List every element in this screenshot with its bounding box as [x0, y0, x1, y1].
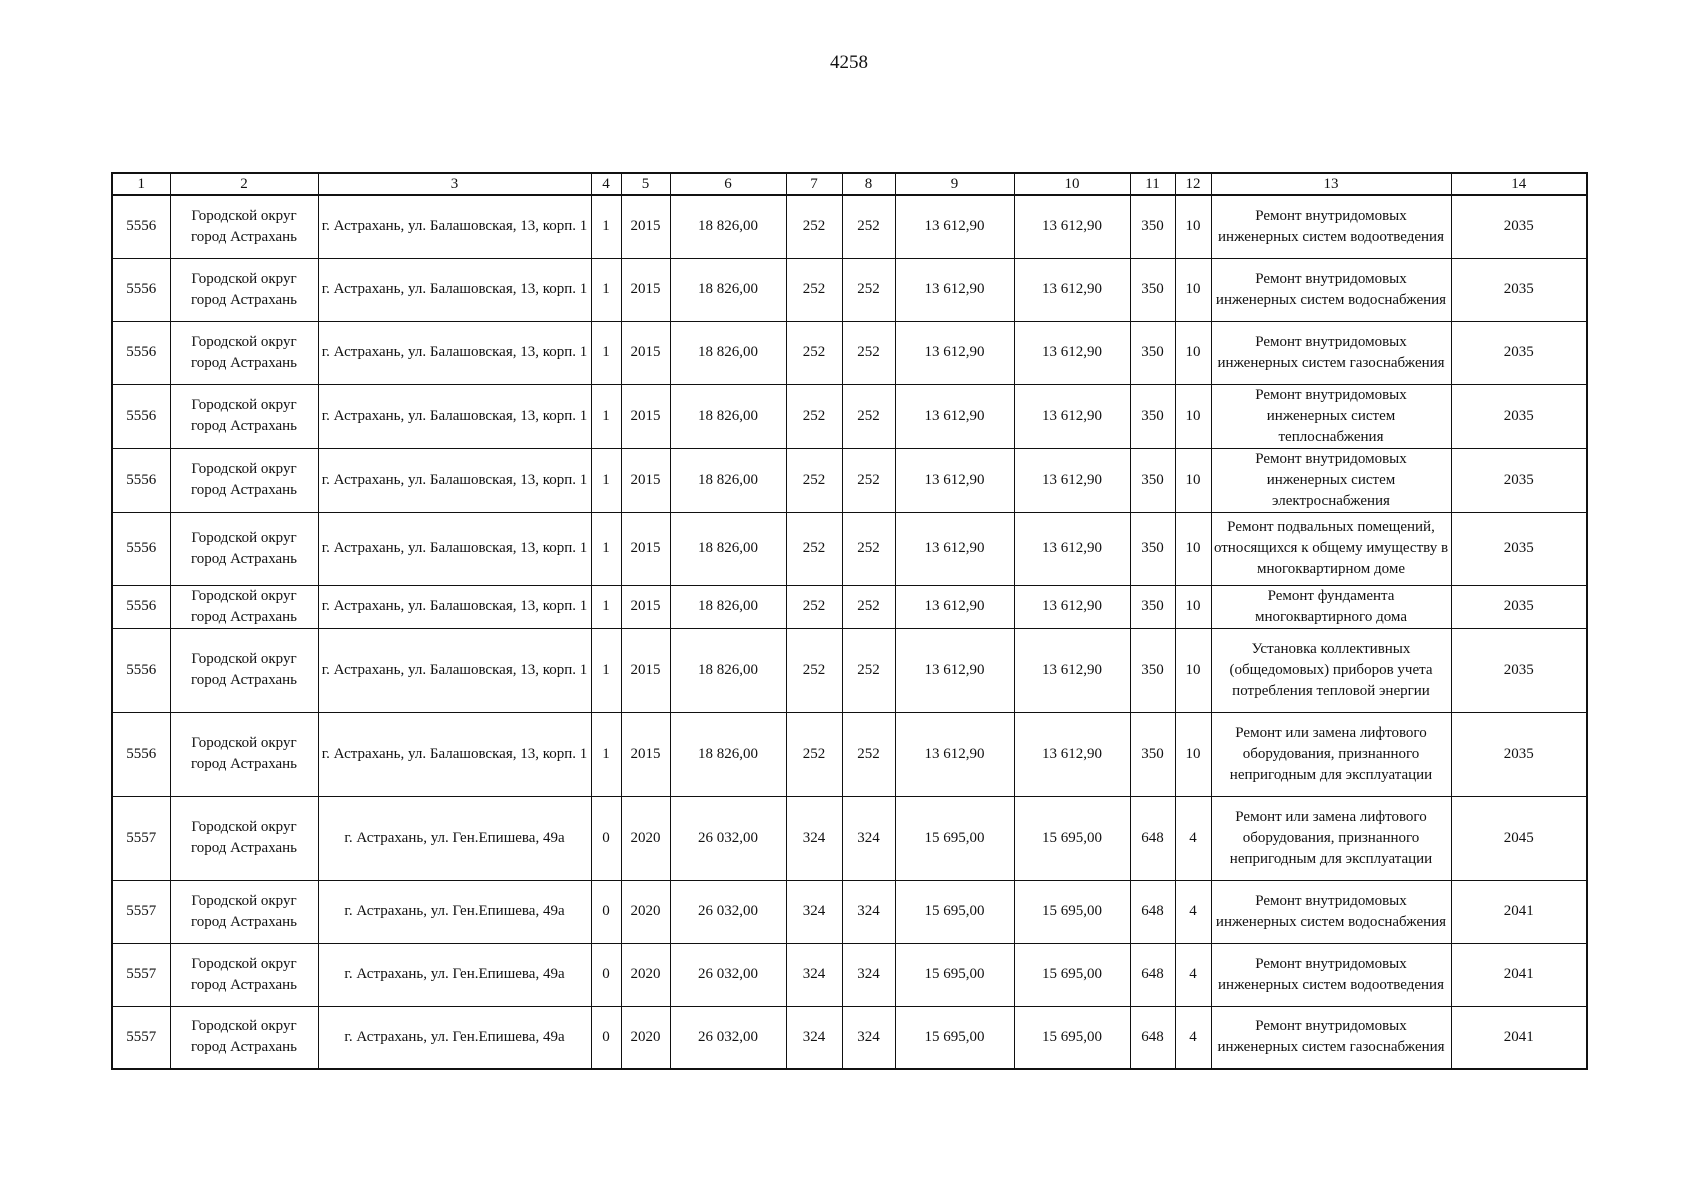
cell-total-area: 26 032,00	[670, 943, 786, 1006]
cell-work-type: Ремонт внутридомовых инженерных систем электроснабжения	[1211, 448, 1451, 512]
column-header-3: 3	[318, 173, 591, 195]
table-row	[112, 880, 1587, 943]
table-row	[112, 712, 1587, 796]
cell-year: 2015	[621, 195, 670, 258]
cell-col-8: 252	[842, 712, 895, 796]
cell-municipality: Городской округ город Астрахань	[170, 384, 318, 448]
cell-address: г. Астрахань, ул. Ген.Епишева, 49а	[318, 1006, 591, 1069]
table-row	[112, 258, 1587, 321]
cell-work-type: Ремонт внутридомовых инженерных систем теплоснабжения	[1211, 384, 1451, 448]
capital-repair-table	[111, 172, 1588, 1070]
cell-municipality: Городской округ город Астрахань	[170, 448, 318, 512]
cell-house-id: 5557	[112, 880, 170, 943]
cell-col-4: 1	[591, 512, 621, 585]
cell-year: 2020	[621, 1006, 670, 1069]
cell-total-area: 18 826,00	[670, 628, 786, 712]
header-row	[112, 173, 1587, 195]
cell-col-11: 648	[1130, 796, 1175, 880]
cell-municipality: Городской округ город Астрахань	[170, 512, 318, 585]
column-header-14: 14	[1451, 173, 1587, 195]
cell-col-11: 350	[1130, 321, 1175, 384]
table-header	[112, 173, 1587, 195]
cell-col-7: 324	[786, 943, 842, 1006]
table-row	[112, 943, 1587, 1006]
cell-house-id: 5556	[112, 628, 170, 712]
column-header-10: 10	[1014, 173, 1130, 195]
cell-col-12: 10	[1175, 448, 1211, 512]
cell-col-8: 324	[842, 1006, 895, 1069]
cell-work-type: Ремонт фундамента многоквартирного дома	[1211, 585, 1451, 628]
cell-year: 2015	[621, 321, 670, 384]
cell-col-4: 1	[591, 585, 621, 628]
cell-col-8: 252	[842, 628, 895, 712]
column-header-4: 4	[591, 173, 621, 195]
cell-col-12: 4	[1175, 880, 1211, 943]
cell-col-10: 13 612,90	[1014, 585, 1130, 628]
cell-total-area: 18 826,00	[670, 585, 786, 628]
cell-col-10: 13 612,90	[1014, 384, 1130, 448]
cell-work-type: Ремонт внутридомовых инженерных систем водоотведения	[1211, 195, 1451, 258]
column-header-7: 7	[786, 173, 842, 195]
cell-year: 2015	[621, 448, 670, 512]
cell-col-10: 13 612,90	[1014, 512, 1130, 585]
cell-col-12: 4	[1175, 796, 1211, 880]
cell-address: г. Астрахань, ул. Ген.Епишева, 49а	[318, 880, 591, 943]
cell-col-11: 350	[1130, 448, 1175, 512]
cell-col-10: 13 612,90	[1014, 448, 1130, 512]
cell-col-8: 252	[842, 258, 895, 321]
cell-col-10: 15 695,00	[1014, 943, 1130, 1006]
cell-municipality: Городской округ город Астрахань	[170, 1006, 318, 1069]
cell-address: г. Астрахань, ул. Балашовская, 13, корп. 1	[318, 585, 591, 628]
cell-work-type: Ремонт внутридомовых инженерных систем водоотведения	[1211, 943, 1451, 1006]
cell-col-7: 324	[786, 1006, 842, 1069]
cell-year: 2020	[621, 796, 670, 880]
cell-col-9: 13 612,90	[895, 585, 1014, 628]
cell-col-9: 13 612,90	[895, 448, 1014, 512]
column-header-2: 2	[170, 173, 318, 195]
cell-col-4: 1	[591, 628, 621, 712]
cell-year: 2015	[621, 585, 670, 628]
cell-col-8: 324	[842, 796, 895, 880]
table-row	[112, 195, 1587, 258]
cell-house-id: 5556	[112, 448, 170, 512]
cell-col-12: 10	[1175, 585, 1211, 628]
cell-total-area: 18 826,00	[670, 384, 786, 448]
cell-col-9: 13 612,90	[895, 195, 1014, 258]
cell-col-11: 350	[1130, 712, 1175, 796]
cell-col-8: 252	[842, 448, 895, 512]
cell-work-type: Ремонт или замена лифтового оборудования, признанного непригодным для эксплуатации	[1211, 796, 1451, 880]
cell-planned-year: 2035	[1451, 585, 1587, 628]
cell-col-7: 252	[786, 384, 842, 448]
cell-col-9: 13 612,90	[895, 712, 1014, 796]
cell-year: 2015	[621, 258, 670, 321]
cell-total-area: 26 032,00	[670, 796, 786, 880]
cell-col-11: 350	[1130, 512, 1175, 585]
cell-col-9: 13 612,90	[895, 628, 1014, 712]
cell-col-8: 324	[842, 943, 895, 1006]
page-number: 4258	[830, 52, 868, 73]
cell-municipality: Городской округ город Астрахань	[170, 880, 318, 943]
cell-col-4: 1	[591, 258, 621, 321]
cell-col-9: 13 612,90	[895, 321, 1014, 384]
table-row	[112, 796, 1587, 880]
cell-col-11: 350	[1130, 258, 1175, 321]
cell-col-12: 10	[1175, 628, 1211, 712]
cell-municipality: Городской округ город Астрахань	[170, 195, 318, 258]
cell-col-9: 13 612,90	[895, 384, 1014, 448]
cell-col-11: 350	[1130, 628, 1175, 712]
cell-year: 2015	[621, 712, 670, 796]
cell-municipality: Городской округ город Астрахань	[170, 943, 318, 1006]
column-header-8: 8	[842, 173, 895, 195]
cell-planned-year: 2041	[1451, 880, 1587, 943]
cell-planned-year: 2035	[1451, 321, 1587, 384]
cell-col-8: 252	[842, 512, 895, 585]
cell-address: г. Астрахань, ул. Ген.Епишева, 49а	[318, 943, 591, 1006]
cell-col-7: 252	[786, 585, 842, 628]
cell-work-type: Ремонт подвальных помещений, относящихся к общему имуществу в многоквартирном доме	[1211, 512, 1451, 585]
cell-total-area: 18 826,00	[670, 512, 786, 585]
cell-col-4: 1	[591, 712, 621, 796]
cell-house-id: 5556	[112, 195, 170, 258]
cell-col-12: 10	[1175, 512, 1211, 585]
cell-address: г. Астрахань, ул. Ген.Епишева, 49а	[318, 796, 591, 880]
cell-total-area: 26 032,00	[670, 880, 786, 943]
cell-col-8: 252	[842, 585, 895, 628]
cell-address: г. Астрахань, ул. Балашовская, 13, корп. 1	[318, 258, 591, 321]
cell-planned-year: 2035	[1451, 258, 1587, 321]
column-header-13: 13	[1211, 173, 1451, 195]
cell-col-4: 0	[591, 880, 621, 943]
cell-work-type: Ремонт внутридомовых инженерных систем водоснабжения	[1211, 880, 1451, 943]
table-row	[112, 448, 1587, 512]
cell-col-9: 15 695,00	[895, 880, 1014, 943]
cell-planned-year: 2035	[1451, 195, 1587, 258]
cell-address: г. Астрахань, ул. Балашовская, 13, корп. 1	[318, 628, 591, 712]
table-body	[112, 195, 1587, 1069]
cell-col-10: 13 612,90	[1014, 195, 1130, 258]
cell-planned-year: 2035	[1451, 448, 1587, 512]
cell-address: г. Астрахань, ул. Балашовская, 13, корп. 1	[318, 712, 591, 796]
cell-col-9: 15 695,00	[895, 796, 1014, 880]
cell-col-8: 252	[842, 384, 895, 448]
cell-total-area: 18 826,00	[670, 195, 786, 258]
cell-col-8: 324	[842, 880, 895, 943]
cell-col-10: 13 612,90	[1014, 628, 1130, 712]
cell-col-12: 10	[1175, 321, 1211, 384]
table-row	[112, 1006, 1587, 1069]
cell-col-11: 350	[1130, 195, 1175, 258]
cell-year: 2020	[621, 943, 670, 1006]
cell-col-12: 4	[1175, 943, 1211, 1006]
table-row	[112, 628, 1587, 712]
cell-year: 2020	[621, 880, 670, 943]
cell-col-4: 0	[591, 1006, 621, 1069]
cell-municipality: Городской округ город Астрахань	[170, 796, 318, 880]
cell-planned-year: 2045	[1451, 796, 1587, 880]
cell-work-type: Установка коллективных (общедомовых) приборов учета потребления тепловой энергии	[1211, 628, 1451, 712]
cell-col-10: 13 612,90	[1014, 321, 1130, 384]
cell-col-4: 1	[591, 321, 621, 384]
cell-col-8: 252	[842, 195, 895, 258]
column-header-1: 1	[112, 173, 170, 195]
cell-col-12: 4	[1175, 1006, 1211, 1069]
cell-house-id: 5556	[112, 384, 170, 448]
column-header-11: 11	[1130, 173, 1175, 195]
cell-col-10: 15 695,00	[1014, 1006, 1130, 1069]
cell-work-type: Ремонт внутридомовых инженерных систем водоснабжения	[1211, 258, 1451, 321]
cell-col-11: 648	[1130, 880, 1175, 943]
cell-col-12: 10	[1175, 258, 1211, 321]
cell-house-id: 5556	[112, 321, 170, 384]
cell-total-area: 18 826,00	[670, 448, 786, 512]
cell-col-11: 350	[1130, 384, 1175, 448]
column-header-12: 12	[1175, 173, 1211, 195]
cell-work-type: Ремонт или замена лифтового оборудования, признанного непригодным для эксплуатации	[1211, 712, 1451, 796]
cell-house-id: 5556	[112, 712, 170, 796]
cell-house-id: 5556	[112, 258, 170, 321]
cell-address: г. Астрахань, ул. Балашовская, 13, корп. 1	[318, 448, 591, 512]
cell-col-9: 13 612,90	[895, 512, 1014, 585]
table-row	[112, 585, 1587, 628]
cell-col-4: 0	[591, 796, 621, 880]
cell-col-4: 1	[591, 195, 621, 258]
cell-col-4: 0	[591, 943, 621, 1006]
cell-municipality: Городской округ город Астрахань	[170, 258, 318, 321]
cell-address: г. Астрахань, ул. Балашовская, 13, корп. 1	[318, 384, 591, 448]
cell-col-10: 13 612,90	[1014, 712, 1130, 796]
cell-year: 2015	[621, 628, 670, 712]
cell-col-11: 648	[1130, 943, 1175, 1006]
cell-address: г. Астрахань, ул. Балашовская, 13, корп. 1	[318, 195, 591, 258]
cell-planned-year: 2035	[1451, 384, 1587, 448]
cell-house-id: 5557	[112, 1006, 170, 1069]
cell-house-id: 5557	[112, 943, 170, 1006]
cell-house-id: 5556	[112, 512, 170, 585]
cell-col-7: 252	[786, 712, 842, 796]
cell-col-4: 1	[591, 384, 621, 448]
cell-planned-year: 2035	[1451, 512, 1587, 585]
cell-planned-year: 2041	[1451, 943, 1587, 1006]
column-header-9: 9	[895, 173, 1014, 195]
cell-col-11: 350	[1130, 585, 1175, 628]
cell-col-7: 252	[786, 258, 842, 321]
table-row	[112, 512, 1587, 585]
table-row	[112, 384, 1587, 448]
cell-municipality: Городской округ город Астрахань	[170, 585, 318, 628]
cell-col-7: 252	[786, 628, 842, 712]
cell-year: 2015	[621, 384, 670, 448]
table-row	[112, 321, 1587, 384]
column-header-6: 6	[670, 173, 786, 195]
cell-col-12: 10	[1175, 195, 1211, 258]
cell-total-area: 18 826,00	[670, 258, 786, 321]
column-header-5: 5	[621, 173, 670, 195]
cell-planned-year: 2035	[1451, 628, 1587, 712]
cell-col-7: 252	[786, 512, 842, 585]
cell-address: г. Астрахань, ул. Балашовская, 13, корп. 1	[318, 321, 591, 384]
cell-planned-year: 2041	[1451, 1006, 1587, 1069]
cell-col-9: 15 695,00	[895, 943, 1014, 1006]
cell-municipality: Городской округ город Астрахань	[170, 321, 318, 384]
cell-work-type: Ремонт внутридомовых инженерных систем газоснабжения	[1211, 1006, 1451, 1069]
cell-col-11: 648	[1130, 1006, 1175, 1069]
cell-col-12: 10	[1175, 384, 1211, 448]
cell-col-7: 252	[786, 321, 842, 384]
cell-municipality: Городской округ город Астрахань	[170, 712, 318, 796]
cell-municipality: Городской округ город Астрахань	[170, 628, 318, 712]
cell-col-10: 13 612,90	[1014, 258, 1130, 321]
cell-col-8: 252	[842, 321, 895, 384]
cell-col-7: 252	[786, 448, 842, 512]
cell-col-4: 1	[591, 448, 621, 512]
cell-col-7: 324	[786, 880, 842, 943]
cell-col-10: 15 695,00	[1014, 796, 1130, 880]
cell-col-9: 15 695,00	[895, 1006, 1014, 1069]
cell-planned-year: 2035	[1451, 712, 1587, 796]
cell-total-area: 26 032,00	[670, 1006, 786, 1069]
cell-year: 2015	[621, 512, 670, 585]
cell-col-7: 324	[786, 796, 842, 880]
cell-col-9: 13 612,90	[895, 258, 1014, 321]
cell-col-10: 15 695,00	[1014, 880, 1130, 943]
cell-work-type: Ремонт внутридомовых инженерных систем газоснабжения	[1211, 321, 1451, 384]
cell-col-7: 252	[786, 195, 842, 258]
cell-total-area: 18 826,00	[670, 712, 786, 796]
cell-total-area: 18 826,00	[670, 321, 786, 384]
cell-address: г. Астрахань, ул. Балашовская, 13, корп. 1	[318, 512, 591, 585]
cell-house-id: 5556	[112, 585, 170, 628]
cell-col-12: 10	[1175, 712, 1211, 796]
cell-house-id: 5557	[112, 796, 170, 880]
